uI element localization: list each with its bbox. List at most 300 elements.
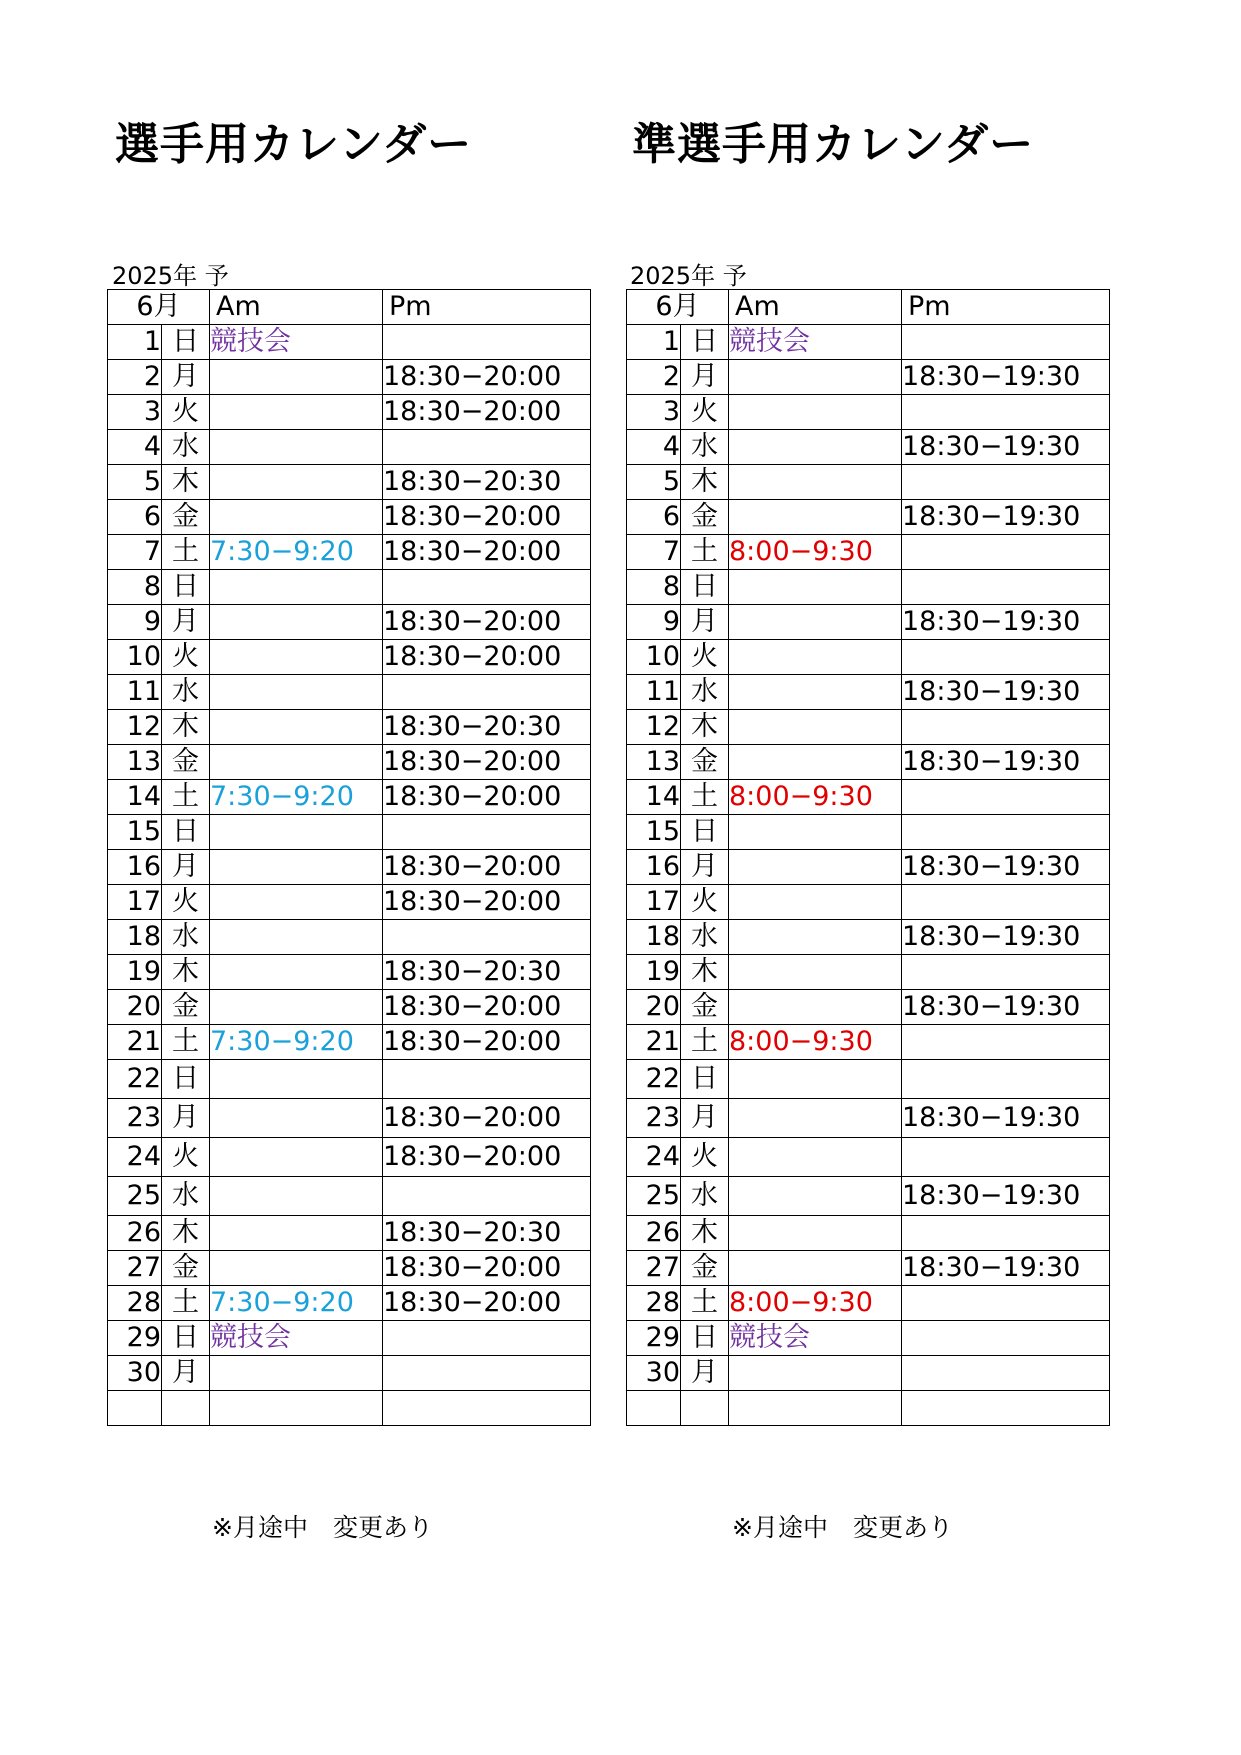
table-row (627, 360, 1110, 395)
pm-cell: 18:30−20:00 (383, 640, 591, 675)
pm-cell (383, 430, 591, 465)
day-cell: 6 (108, 500, 162, 535)
pm-cell: 18:30−20:00 (383, 360, 591, 395)
pm-cell: 18:30−20:30 (383, 1216, 591, 1251)
day-cell: 24 (627, 1138, 681, 1177)
pm-cell: 18:30−20:00 (383, 535, 591, 570)
table-row (627, 710, 1110, 745)
table-row (108, 780, 591, 815)
weekday-cell: 金 (681, 745, 729, 780)
table-row (627, 675, 1110, 710)
pm-cell: 18:30−20:00 (383, 1025, 591, 1060)
am-cell: 8:00−9:30 (729, 535, 902, 570)
pm-cell: 18:30−20:00 (383, 850, 591, 885)
am-cell (210, 850, 383, 885)
table-row (108, 675, 591, 710)
weekday-cell: 金 (681, 990, 729, 1025)
pm-cell: 18:30−20:00 (383, 1251, 591, 1286)
am-cell (729, 920, 902, 955)
day-cell: 19 (627, 955, 681, 990)
day-cell: 1 (627, 325, 681, 360)
day-cell: 29 (108, 1321, 162, 1356)
pm-cell (902, 710, 1110, 745)
am-cell (729, 1138, 902, 1177)
am-cell (729, 605, 902, 640)
table-row (108, 990, 591, 1025)
am-cell (729, 1251, 902, 1286)
am-cell (210, 815, 383, 850)
am-cell (210, 1356, 383, 1391)
am-cell (729, 1099, 902, 1138)
am-cell: 7:30−9:20 (210, 1025, 383, 1060)
pm-cell (902, 640, 1110, 675)
day-cell: 11 (108, 675, 162, 710)
weekday-cell: 火 (681, 395, 729, 430)
table-row (108, 885, 591, 920)
day-cell: 4 (108, 430, 162, 465)
table-row (108, 325, 591, 360)
am-cell: 7:30−9:20 (210, 780, 383, 815)
table-row (627, 570, 1110, 605)
weekday-cell: 水 (681, 430, 729, 465)
weekday-cell: 金 (162, 745, 210, 780)
am-cell (729, 710, 902, 745)
month-header: 6月 (108, 290, 210, 325)
day-cell: 23 (627, 1099, 681, 1138)
day-cell: 16 (627, 850, 681, 885)
table-row (108, 1251, 591, 1286)
am-cell: 7:30−9:20 (210, 1286, 383, 1321)
day-cell: 19 (108, 955, 162, 990)
pm-cell: 18:30−19:30 (902, 1099, 1110, 1138)
weekday-cell: 月 (162, 1099, 210, 1138)
pm-cell (902, 1060, 1110, 1099)
pm-cell: 18:30−20:00 (383, 1286, 591, 1321)
pm-cell: 18:30−20:00 (383, 990, 591, 1025)
weekday-cell: 金 (681, 1251, 729, 1286)
am-cell (210, 1060, 383, 1099)
am-cell (210, 395, 383, 430)
pm-cell (902, 1286, 1110, 1321)
day-cell: 20 (627, 990, 681, 1025)
weekday-cell: 土 (162, 1286, 210, 1321)
am-cell: 7:30−9:20 (210, 535, 383, 570)
weekday-cell: 火 (681, 1138, 729, 1177)
pm-cell: 18:30−20:00 (383, 1138, 591, 1177)
pm-cell: 18:30−20:00 (383, 395, 591, 430)
table-row (627, 1060, 1110, 1099)
am-cell (210, 500, 383, 535)
table-row (108, 815, 591, 850)
table-row (627, 1138, 1110, 1177)
pm-cell (383, 815, 591, 850)
pm-cell: 18:30−20:00 (383, 605, 591, 640)
day-cell: 22 (627, 1060, 681, 1099)
day-cell (627, 1391, 681, 1426)
weekday-cell (681, 1391, 729, 1426)
pm-cell: 18:30−20:30 (383, 465, 591, 500)
pm-cell: 18:30−19:30 (902, 360, 1110, 395)
table-row (108, 710, 591, 745)
table-row (627, 465, 1110, 500)
day-cell: 5 (627, 465, 681, 500)
table-row (627, 500, 1110, 535)
weekday-cell: 水 (162, 430, 210, 465)
pm-cell (902, 780, 1110, 815)
month-header: 6月 (627, 290, 729, 325)
weekday-cell: 水 (681, 1177, 729, 1216)
day-cell: 1 (108, 325, 162, 360)
day-cell: 13 (627, 745, 681, 780)
pm-cell (902, 815, 1110, 850)
table-row (108, 1177, 591, 1216)
table-row (108, 955, 591, 990)
table-row (627, 1177, 1110, 1216)
day-cell (108, 1391, 162, 1426)
pm-header: Pm (902, 290, 1110, 325)
am-cell (210, 465, 383, 500)
pm-cell: 18:30−20:00 (383, 1099, 591, 1138)
pm-cell (902, 570, 1110, 605)
day-cell: 17 (108, 885, 162, 920)
pm-cell: 18:30−20:30 (383, 955, 591, 990)
weekday-cell: 水 (162, 675, 210, 710)
am-cell (729, 570, 902, 605)
table-row (627, 1286, 1110, 1321)
am-cell (729, 990, 902, 1025)
weekday-cell: 日 (162, 570, 210, 605)
weekday-cell: 日 (681, 1060, 729, 1099)
am-cell (210, 920, 383, 955)
pm-cell (902, 1391, 1110, 1426)
day-cell: 3 (108, 395, 162, 430)
pm-cell (383, 675, 591, 710)
table-row (108, 430, 591, 465)
weekday-cell: 月 (681, 605, 729, 640)
weekday-cell: 木 (681, 710, 729, 745)
am-cell (729, 395, 902, 430)
header-row (108, 290, 591, 325)
am-cell (210, 1177, 383, 1216)
right-calendar-rows (627, 325, 1110, 1426)
day-cell: 8 (627, 570, 681, 605)
weekday-cell: 日 (681, 815, 729, 850)
table-row (627, 395, 1110, 430)
pm-cell (902, 955, 1110, 990)
weekday-cell: 日 (162, 1060, 210, 1099)
weekday-cell: 日 (681, 325, 729, 360)
am-cell (210, 990, 383, 1025)
weekday-cell: 土 (681, 1025, 729, 1060)
weekday-cell: 日 (681, 570, 729, 605)
table-row (108, 1216, 591, 1251)
am-cell (210, 1391, 383, 1426)
pm-cell (383, 1177, 591, 1216)
table-row (108, 850, 591, 885)
weekday-cell: 日 (681, 1321, 729, 1356)
day-cell: 20 (108, 990, 162, 1025)
table-row (627, 535, 1110, 570)
day-cell: 9 (108, 605, 162, 640)
am-cell (210, 1251, 383, 1286)
left-calendar-title: 選手用カレンダー (115, 119, 473, 170)
pm-cell (902, 1138, 1110, 1177)
day-cell: 7 (627, 535, 681, 570)
am-cell (210, 1099, 383, 1138)
left-calendar-rows (108, 325, 591, 1426)
am-cell (210, 745, 383, 780)
weekday-cell: 木 (681, 955, 729, 990)
am-cell (729, 815, 902, 850)
weekday-cell: 木 (162, 710, 210, 745)
weekday-cell: 土 (162, 780, 210, 815)
table-row (108, 360, 591, 395)
am-cell (210, 675, 383, 710)
right-change-note: ※月途中 変更あり (732, 1513, 953, 1542)
am-cell: 8:00−9:30 (729, 780, 902, 815)
table-row (627, 885, 1110, 920)
day-cell: 15 (627, 815, 681, 850)
am-cell (729, 640, 902, 675)
weekday-cell: 日 (162, 1321, 210, 1356)
am-cell (729, 500, 902, 535)
weekday-cell: 土 (681, 780, 729, 815)
table-row (108, 1060, 591, 1099)
table-row (108, 465, 591, 500)
day-cell: 7 (108, 535, 162, 570)
weekday-cell: 月 (681, 1099, 729, 1138)
weekday-cell: 月 (681, 360, 729, 395)
day-cell: 10 (108, 640, 162, 675)
pm-cell: 18:30−19:30 (902, 1251, 1110, 1286)
day-cell: 27 (627, 1251, 681, 1286)
weekday-cell: 土 (162, 535, 210, 570)
weekday-cell: 水 (681, 920, 729, 955)
pm-cell (902, 1356, 1110, 1391)
day-cell: 2 (108, 360, 162, 395)
weekday-cell: 金 (162, 990, 210, 1025)
am-cell (729, 1391, 902, 1426)
table-row (108, 1391, 591, 1426)
weekday-cell: 月 (162, 1356, 210, 1391)
pm-cell (902, 1321, 1110, 1356)
weekday-cell: 火 (162, 1138, 210, 1177)
day-cell: 2 (627, 360, 681, 395)
table-row (108, 395, 591, 430)
am-cell (729, 1216, 902, 1251)
am-cell (210, 430, 383, 465)
day-cell: 6 (627, 500, 681, 535)
day-cell: 3 (627, 395, 681, 430)
am-cell (729, 955, 902, 990)
am-cell: 競技会 (210, 325, 383, 360)
table-row (627, 1216, 1110, 1251)
am-cell (210, 605, 383, 640)
weekday-cell: 木 (681, 465, 729, 500)
pm-cell: 18:30−19:30 (902, 920, 1110, 955)
day-cell: 18 (108, 920, 162, 955)
pm-cell: 18:30−20:00 (383, 745, 591, 780)
day-cell: 16 (108, 850, 162, 885)
day-cell: 11 (627, 675, 681, 710)
day-cell: 12 (108, 710, 162, 745)
day-cell: 28 (108, 1286, 162, 1321)
pm-cell (383, 1356, 591, 1391)
weekday-cell (162, 1391, 210, 1426)
am-cell (729, 1356, 902, 1391)
header-row (627, 290, 1110, 325)
table-row (627, 815, 1110, 850)
pm-cell: 18:30−20:00 (383, 780, 591, 815)
day-cell: 10 (627, 640, 681, 675)
day-cell: 14 (108, 780, 162, 815)
weekday-cell: 月 (162, 360, 210, 395)
am-cell (729, 745, 902, 780)
day-cell: 25 (627, 1177, 681, 1216)
weekday-cell: 水 (681, 675, 729, 710)
weekday-cell: 日 (162, 325, 210, 360)
table-row (108, 1286, 591, 1321)
left-calendar-table (107, 289, 591, 1426)
table-row (627, 1251, 1110, 1286)
am-cell: 8:00−9:30 (729, 1286, 902, 1321)
table-row (627, 1356, 1110, 1391)
pm-cell (902, 465, 1110, 500)
pm-cell: 18:30−19:30 (902, 605, 1110, 640)
pm-cell: 18:30−20:30 (383, 710, 591, 745)
weekday-cell: 火 (162, 885, 210, 920)
weekday-cell: 火 (681, 640, 729, 675)
pm-cell (383, 1321, 591, 1356)
weekday-cell: 金 (162, 500, 210, 535)
table-row (108, 1025, 591, 1060)
pm-cell (902, 885, 1110, 920)
day-cell: 9 (627, 605, 681, 640)
weekday-cell: 木 (162, 955, 210, 990)
weekday-cell: 土 (162, 1025, 210, 1060)
table-row (627, 1025, 1110, 1060)
table-row (627, 1391, 1110, 1426)
am-cell (210, 570, 383, 605)
pm-cell (383, 1060, 591, 1099)
table-row (108, 535, 591, 570)
am-cell (729, 430, 902, 465)
right-year-caption: 2025年 予 (630, 262, 747, 290)
weekday-cell: 木 (162, 465, 210, 500)
day-cell: 21 (627, 1025, 681, 1060)
am-cell (729, 360, 902, 395)
pm-cell: 18:30−19:30 (902, 500, 1110, 535)
table-row (627, 325, 1110, 360)
table-row (627, 920, 1110, 955)
table-row (627, 430, 1110, 465)
right-calendar-table (626, 289, 1110, 1426)
pm-cell: 18:30−20:00 (383, 885, 591, 920)
table-row (627, 1321, 1110, 1356)
day-cell: 26 (108, 1216, 162, 1251)
table-row (108, 605, 591, 640)
table-row (627, 1099, 1110, 1138)
am-header: Am (210, 290, 383, 325)
table-row (108, 1138, 591, 1177)
weekday-cell: 水 (162, 920, 210, 955)
am-cell: 競技会 (729, 1321, 902, 1356)
pm-cell (383, 920, 591, 955)
weekday-cell: 火 (162, 395, 210, 430)
left-year-caption: 2025年 予 (112, 262, 229, 290)
table-row (627, 780, 1110, 815)
day-cell: 4 (627, 430, 681, 465)
day-cell: 30 (627, 1356, 681, 1391)
weekday-cell: 月 (162, 850, 210, 885)
am-cell (729, 465, 902, 500)
day-cell: 14 (627, 780, 681, 815)
right-calendar-title: 準選手用カレンダー (632, 119, 1035, 170)
weekday-cell: 木 (681, 1216, 729, 1251)
day-cell: 26 (627, 1216, 681, 1251)
day-cell: 25 (108, 1177, 162, 1216)
table-row (108, 640, 591, 675)
pm-cell (902, 395, 1110, 430)
day-cell: 17 (627, 885, 681, 920)
pm-cell: 18:30−20:00 (383, 500, 591, 535)
pm-cell (902, 1025, 1110, 1060)
am-cell (729, 675, 902, 710)
weekday-cell: 月 (681, 1356, 729, 1391)
table-row (627, 745, 1110, 780)
pm-cell: 18:30−19:30 (902, 1177, 1110, 1216)
am-cell (729, 885, 902, 920)
pm-cell: 18:30−19:30 (902, 675, 1110, 710)
day-cell: 12 (627, 710, 681, 745)
am-cell (729, 850, 902, 885)
am-cell (210, 1138, 383, 1177)
am-cell: 8:00−9:30 (729, 1025, 902, 1060)
day-cell: 18 (627, 920, 681, 955)
pm-cell: 18:30−19:30 (902, 990, 1110, 1025)
day-cell: 22 (108, 1060, 162, 1099)
table-row (108, 570, 591, 605)
table-row (108, 1356, 591, 1391)
table-row (627, 605, 1110, 640)
weekday-cell: 日 (162, 815, 210, 850)
weekday-cell: 火 (162, 640, 210, 675)
day-cell: 24 (108, 1138, 162, 1177)
pm-cell (902, 325, 1110, 360)
am-cell (210, 955, 383, 990)
weekday-cell: 月 (681, 850, 729, 885)
pm-cell (383, 570, 591, 605)
day-cell: 28 (627, 1286, 681, 1321)
table-row (627, 640, 1110, 675)
weekday-cell: 木 (162, 1216, 210, 1251)
pm-cell (383, 1391, 591, 1426)
pm-cell (902, 1216, 1110, 1251)
day-cell: 8 (108, 570, 162, 605)
am-cell (210, 1216, 383, 1251)
left-change-note: ※月途中 変更あり (212, 1513, 433, 1542)
day-cell: 27 (108, 1251, 162, 1286)
day-cell: 30 (108, 1356, 162, 1391)
am-cell (210, 885, 383, 920)
am-header: Am (729, 290, 902, 325)
table-row (627, 990, 1110, 1025)
am-cell: 競技会 (729, 325, 902, 360)
pm-cell: 18:30−19:30 (902, 850, 1110, 885)
pm-cell (383, 325, 591, 360)
table-row (108, 745, 591, 780)
table-row (108, 500, 591, 535)
